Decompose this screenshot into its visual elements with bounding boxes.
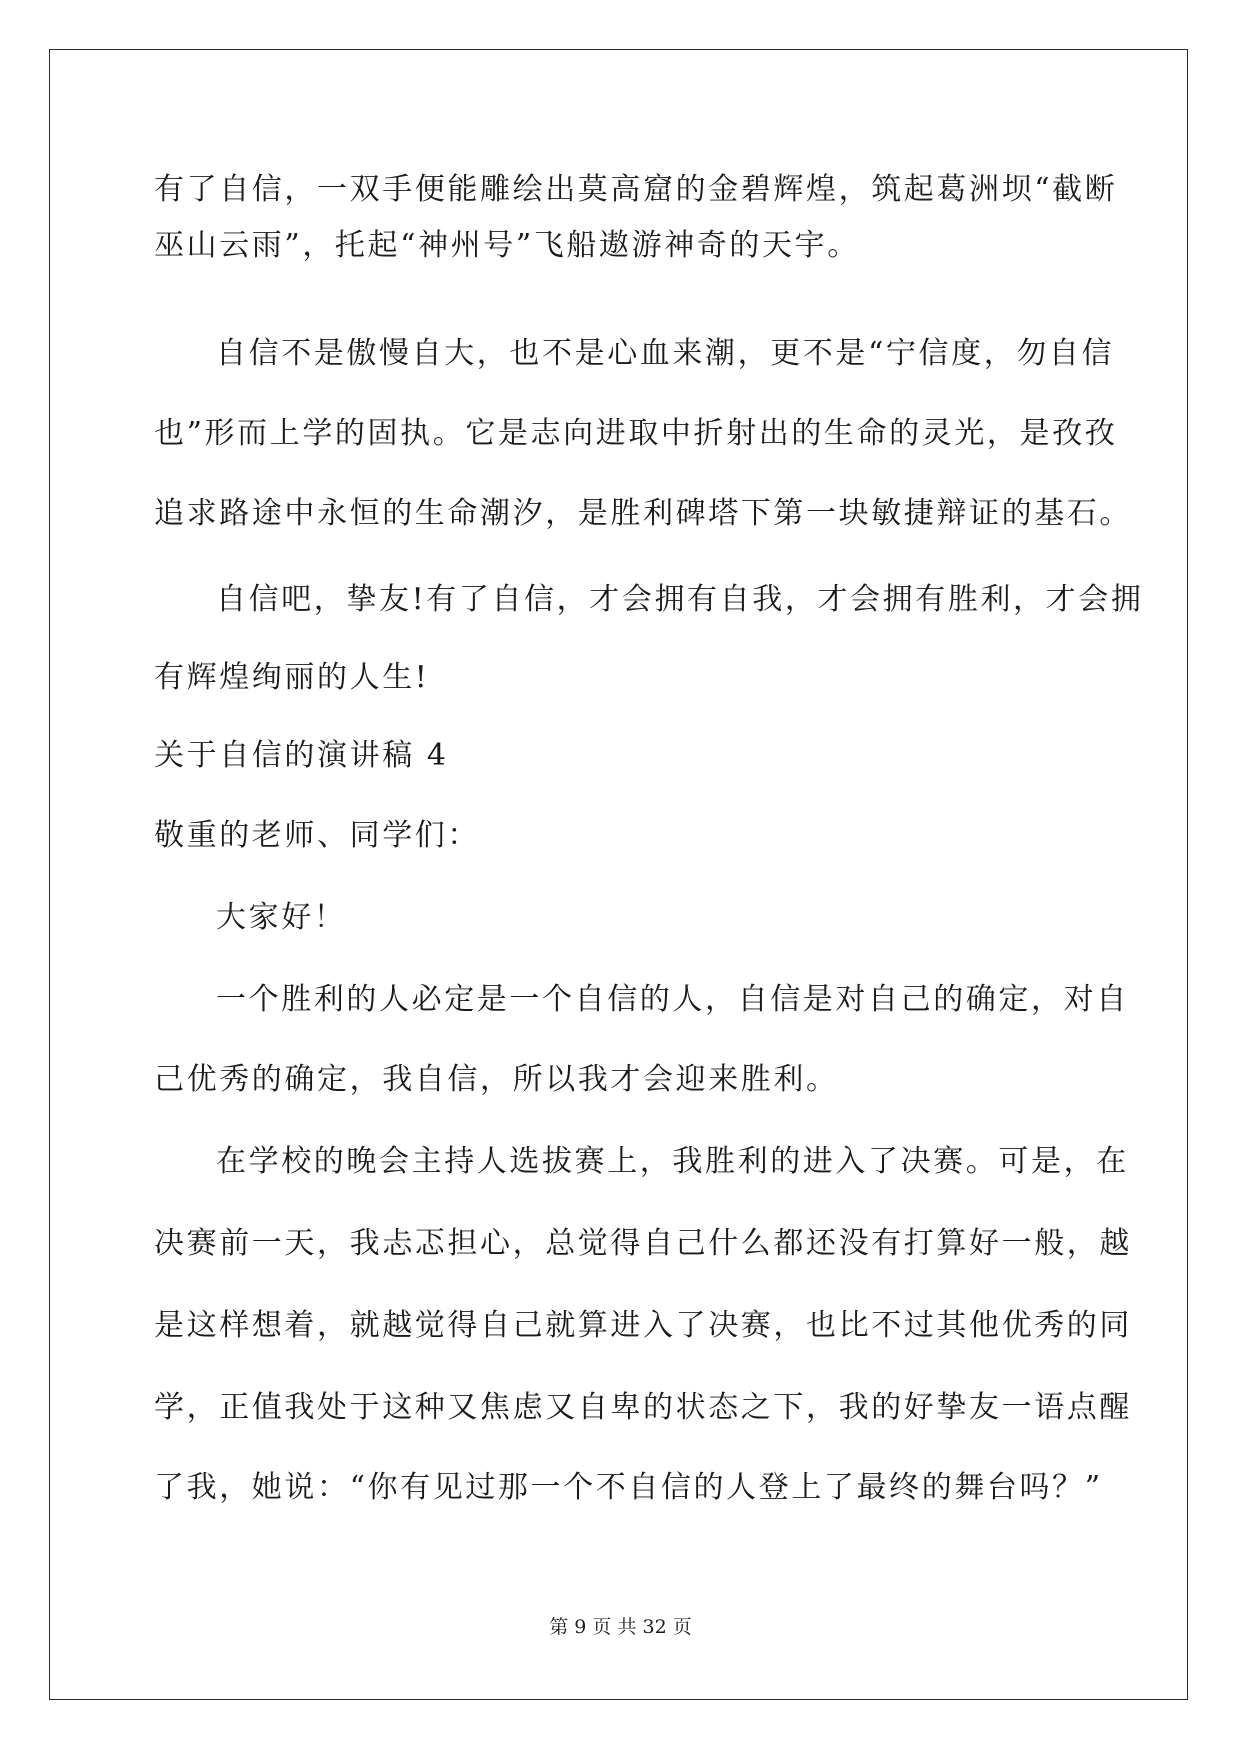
paragraph-line: 在学校的晚会主持人选拔赛上，我胜利的进入了决赛。可是，在 xyxy=(216,1144,1129,1179)
paragraph-line: 了我，她说：“你有见过那一个不自信的人登上了最终的舞台吗？” xyxy=(154,1470,1103,1505)
paragraph-line: 巫山云雨”，托起“神州号”飞船遨游神奇的天宇。 xyxy=(154,228,860,263)
paragraph-line: 己优秀的确定，我自信，所以我才会迎来胜利。 xyxy=(154,1062,839,1097)
paragraph-line: 有辉煌绚丽的人生! xyxy=(154,660,430,695)
page-footer: 第 9 页 共 32 页 xyxy=(549,1616,692,1638)
paragraph-line: 也”形而上学的固执。它是志向进取中折射出的生命的灵光，是孜孜 xyxy=(154,416,1118,451)
paragraph-line: 一个胜利的人必定是一个自信的人，自信是对自己的确定，对自 xyxy=(216,982,1129,1017)
section-heading: 关于自信的演讲稿 4 xyxy=(154,738,449,773)
paragraph-line: 学，正值我处于这种又焦虑又自卑的状态之下，我的好挚友一语点醒 xyxy=(154,1390,1132,1425)
paragraph-line: 决赛前一天，我忐忑担心，总觉得自己什么都还没有打算好一般，越 xyxy=(154,1226,1132,1261)
paragraph-line: 是这样想着，就越觉得自己就算进入了决赛，也比不过其他优秀的同 xyxy=(154,1308,1132,1343)
paragraph-line: 有了自信，一双手便能雕绘出莫高窟的金碧辉煌，筑起葛洲坝“截断 xyxy=(154,172,1118,207)
greeting: 大家好！ xyxy=(216,900,347,935)
paragraph-line: 自信不是傲慢自大，也不是心血来潮，更不是“宁信度，勿自信 xyxy=(216,336,1115,371)
paragraph-line: 追求路途中永恒的生命潮汐，是胜利碑塔下第一块敏捷辩证的基石。 xyxy=(154,496,1132,531)
paragraph-line: 自信吧，挚友!有了自信，才会拥有自我，才会拥有胜利，才会拥 xyxy=(216,582,1144,617)
page-border xyxy=(49,49,1188,1700)
salutation: 敬重的老师、同学们： xyxy=(154,818,480,853)
